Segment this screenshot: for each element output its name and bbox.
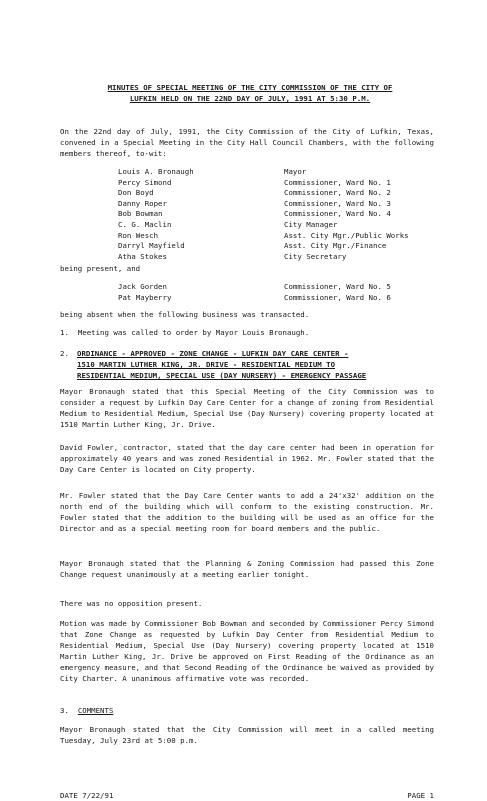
paragraph: Mayor Bronaugh stated that the City Commission will meet in a called meeting Tuesday, July 23rd at 5:00 p.m. — [60, 725, 434, 745]
paragraph: Mayor Bronaugh stated that this Special Meeting of the City Commission was to consider a request by Lufkin Day Care Center for a change of zoning from Residential Medium to Residential Medium, Special Use (Day Nursery) covering property located at 1510 Martin Luther King, Jr. Drive. — [60, 387, 434, 429]
member-name: Don Boyd — [118, 188, 154, 198]
footer-page-number: PAGE 1 — [407, 791, 434, 800]
member-title: City Secretary — [284, 251, 347, 261]
paragraph: Motion was made by Commissioner Bob Bowman and seconded by Commissioner Percy Simond that Zone Change as requested by Lufkin Day Center from Residential Medium to Residential Medium, Special Use (Day Nursery) covering property located at 1510 Martin Luther King, Jr. Drive be approved on First Reading of the Ordinance as an emergency measure, and that Second Reading of the Ordinance be waived as provided by City Charter. A unanimous affirmative vote was recorded. — [60, 619, 434, 683]
being-absent-text: being absent when the following business was transacted. — [60, 310, 310, 319]
item-heading-line: RESIDENTIAL MEDIUM, SPECIAL USE (DAY NURSERY) - EMERGENCY PASSAGE — [77, 371, 367, 380]
member-title: Commissioner, Ward No. 5 — [284, 282, 391, 291]
absent-members-list — [118, 281, 448, 302]
document-title — [58, 82, 442, 104]
member-title: Commissioner, Ward No. 1 — [284, 177, 391, 187]
member-row — [118, 187, 448, 198]
item-number: 1. — [60, 328, 69, 337]
paragraph: David Fowler, contractor, stated that the day care center had been in operation for approximately 40 years and was zoned Residential in 1962. Mr. Fowler stated that the Day Care Center is located on City property. — [60, 443, 434, 474]
page-footer — [60, 790, 434, 801]
member-name: Darryl Mayfield — [118, 241, 185, 251]
member-row — [118, 292, 448, 303]
member-row — [118, 251, 448, 262]
item-3 — [60, 705, 113, 716]
footer-date: DATE 7/22/91 — [60, 791, 114, 800]
item-text: COMMENTS — [77, 706, 114, 715]
member-title: Commissioner, Ward No. 6 — [284, 292, 391, 302]
item-heading-line: 1510 MARTIN LUTHER KING, JR. DRIVE - RESIDENTIAL MEDIUM TO — [77, 360, 336, 369]
present-members-list — [118, 166, 448, 261]
title-line-2: LUFKIN HELD ON THE 22ND DAY OF JULY, 1991 AT 5:30 P.M. — [129, 94, 371, 103]
member-name: Bob Bowman — [118, 209, 163, 219]
member-row — [118, 198, 448, 209]
item-text: Meeting was called to order by Mayor Louis Bronaugh. — [77, 328, 310, 337]
item-2-number: 2. — [60, 349, 69, 358]
paragraph: Mr. Fowler stated that the Day Care Center wants to add a 24'x32' addition on the north end of the building which will conform to the existing construction. Mr. Fowler stated that the addition to the building will be used as an office for the Director and as a special meeting room for board members and the public. — [60, 491, 434, 533]
member-title: Mayor — [284, 167, 307, 176]
intro-paragraph: On the 22nd day of July, 1991, the City Commission of the City of Lufkin, Texas, convened in a Special Meeting in the City Hall Council Chambers, with the following members thereof, to-wit: — [60, 127, 434, 158]
member-row — [118, 281, 448, 292]
member-name: Jack Gorden — [118, 282, 167, 291]
member-title: Commissioner, Ward No. 2 — [284, 188, 391, 198]
title-line-1: MINUTES OF SPECIAL MEETING OF THE CITY COMMISSION OF THE CITY OF — [107, 83, 393, 92]
being-present-text: being present, and — [60, 264, 141, 273]
member-row — [118, 219, 448, 230]
member-name: Pat Mayberry — [118, 292, 172, 302]
paragraph: Mayor Bronaugh stated that the Planning & Zoning Commission had passed this Zone Change request unanimously at a meeting earlier tonight. — [60, 559, 434, 579]
paragraph: There was no opposition present. — [60, 599, 203, 608]
member-row — [118, 166, 448, 177]
item-number: 3. — [60, 706, 69, 715]
member-name: Atha Stokes — [118, 251, 167, 261]
member-name: Percy Simond — [118, 177, 172, 187]
member-row — [118, 240, 448, 251]
item-1 — [60, 327, 309, 338]
member-name: C. G. Maclin — [118, 219, 172, 229]
member-name: Danny Roper — [118, 198, 167, 208]
member-title: Commissioner, Ward No. 3 — [284, 198, 391, 208]
member-title: Asst. City Mgr./Public Works — [284, 230, 409, 240]
member-title: Asst. City Mgr./Finance — [284, 241, 387, 251]
item-2-heading — [77, 348, 437, 381]
member-row — [118, 177, 448, 188]
member-row — [118, 230, 448, 241]
member-title: City Manager — [284, 219, 338, 229]
member-name: Louis A. Bronaugh — [118, 167, 194, 176]
member-row — [118, 208, 448, 219]
item-heading-line: ORDINANCE - APPROVED - ZONE CHANGE - LUFKIN DAY CARE CENTER - — [77, 349, 349, 358]
member-name: Ron Wesch — [118, 230, 159, 240]
member-title: Commissioner, Ward No. 4 — [284, 209, 391, 219]
